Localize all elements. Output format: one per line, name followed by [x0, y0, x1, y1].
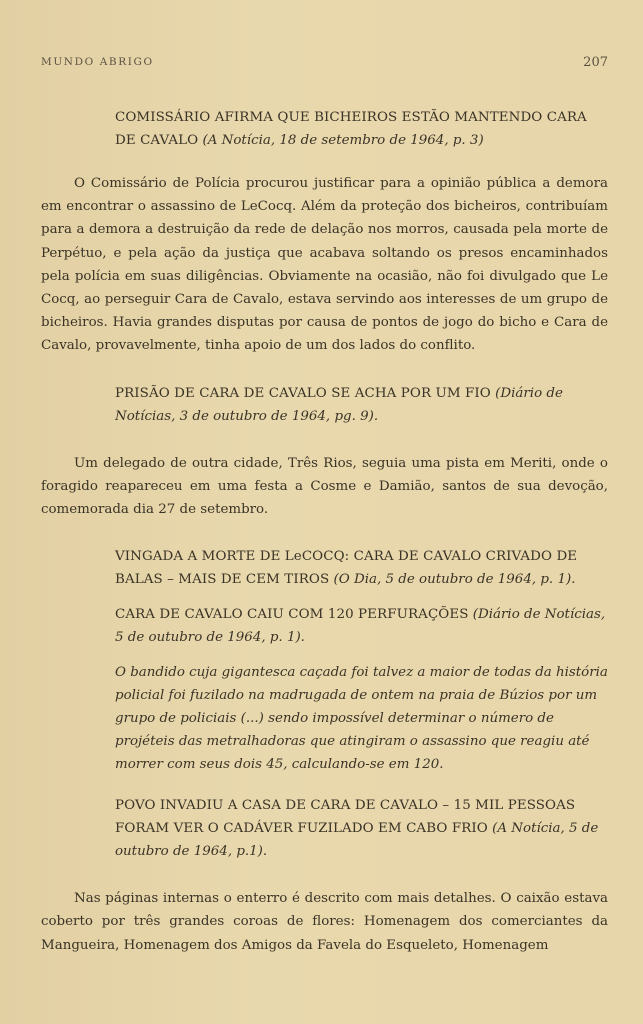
quote-citation: (O Dia, 5 de outubro de 1964, p. 1).: [333, 572, 576, 588]
newspaper-quote-1: [115, 106, 608, 152]
quote-headline: CARA DE CAVALO CAIU COM 120 PERFURAÇÕES: [115, 607, 469, 623]
body-paragraph-1: O Comissário de Polícia procurou justificar para a opinião pública a demora em encontrar o assassino de LeCocq. Além da proteção dos bicheiros, contribuíam para a demora a destruição da rede de delação nos morros, causada pela morte de Perpétuo, e pela ação da justiça que acabava soltando os presos encaminhados pela polícia em suas diligências. Obviamente na ocasião, não foi divulgado que Le Cocq, ao perseguir Cara de Cavalo, estava servindo aos interesses de um grupo de bicheiros. Havia grandes disputas por causa de pontos de jogo do bicho e Cara de Cavalo, provavelmente, tinha apoio de um dos lados do conflito.: [41, 176, 608, 354]
quote-citation: (Diário de Notícias, 5 de outubro de 1964, p. 1).: [115, 607, 606, 646]
quote-headline: PRISÃO DE CARA DE CAVALO SE ACHA POR UM FIO: [115, 385, 491, 401]
quote-citation: (A Notícia, 5 de outubro de 1964, p.1).: [115, 821, 599, 860]
quote-citation: (A Notícia, 18 de setembro de 1964, p. 3): [202, 133, 484, 148]
running-head: MUNDO ABRIGO: [41, 56, 154, 68]
quote-citation: (Diário de Notícias, 3 de outubro de 1964, pg. 9).: [115, 385, 563, 424]
quote-headline: COMISSÁRIO AFIRMA QUE BICHEIROS ESTÃO MANTENDO CARA DE CAVALO: [115, 110, 587, 148]
newspaper-excerpt: O bandido cuja gigantesca caçada foi talvez a maior de todas da história policial foi fuzilado na madrugada de ontem na praia de Búzios por um grupo de policiais (...) sendo impossível determinar o número de projéteis das metralhadoras que atingiram o assassino que reagiu até morrer com seus dois 45, calculando-se em 120.: [115, 665, 608, 773]
page-number: 207: [583, 55, 608, 70]
quote-headline: VINGADA A MORTE DE LeCOCQ: CARA DE CAVALO CRIVADO DE BALAS – MAIS DE CEM TIROS: [115, 549, 578, 588]
quote-headline: POVO INVADIU A CASA DE CARA DE CAVALO – 15 MIL PESSOAS FORAM VER O CADÁVER FUZILADO EM CABO FRIO: [115, 798, 576, 837]
newspaper-quote-5: [115, 794, 608, 863]
page-content: [41, 106, 608, 957]
body-paragraph-2: Um delegado de outra cidade, Três Rios, seguia uma pista em Meriti, onde o foragido reapareceu em uma festa a Cosme e Damião, santos de sua devoção, comemorada dia 27 de setembro.: [41, 455, 608, 518]
newspaper-quote-3: [115, 545, 608, 591]
body-paragraph-3: Nas páginas internas o enterro é descrito com mais detalhes. O caixão estava coberto por três grandes coroas de flores: Homenagem dos comerciantes da Mangueira, Homenagem dos Amigos da Favela do Esqueleto, Homenagem: [41, 891, 608, 953]
newspaper-quote-2: [115, 382, 608, 428]
newspaper-quote-4: [115, 603, 608, 649]
